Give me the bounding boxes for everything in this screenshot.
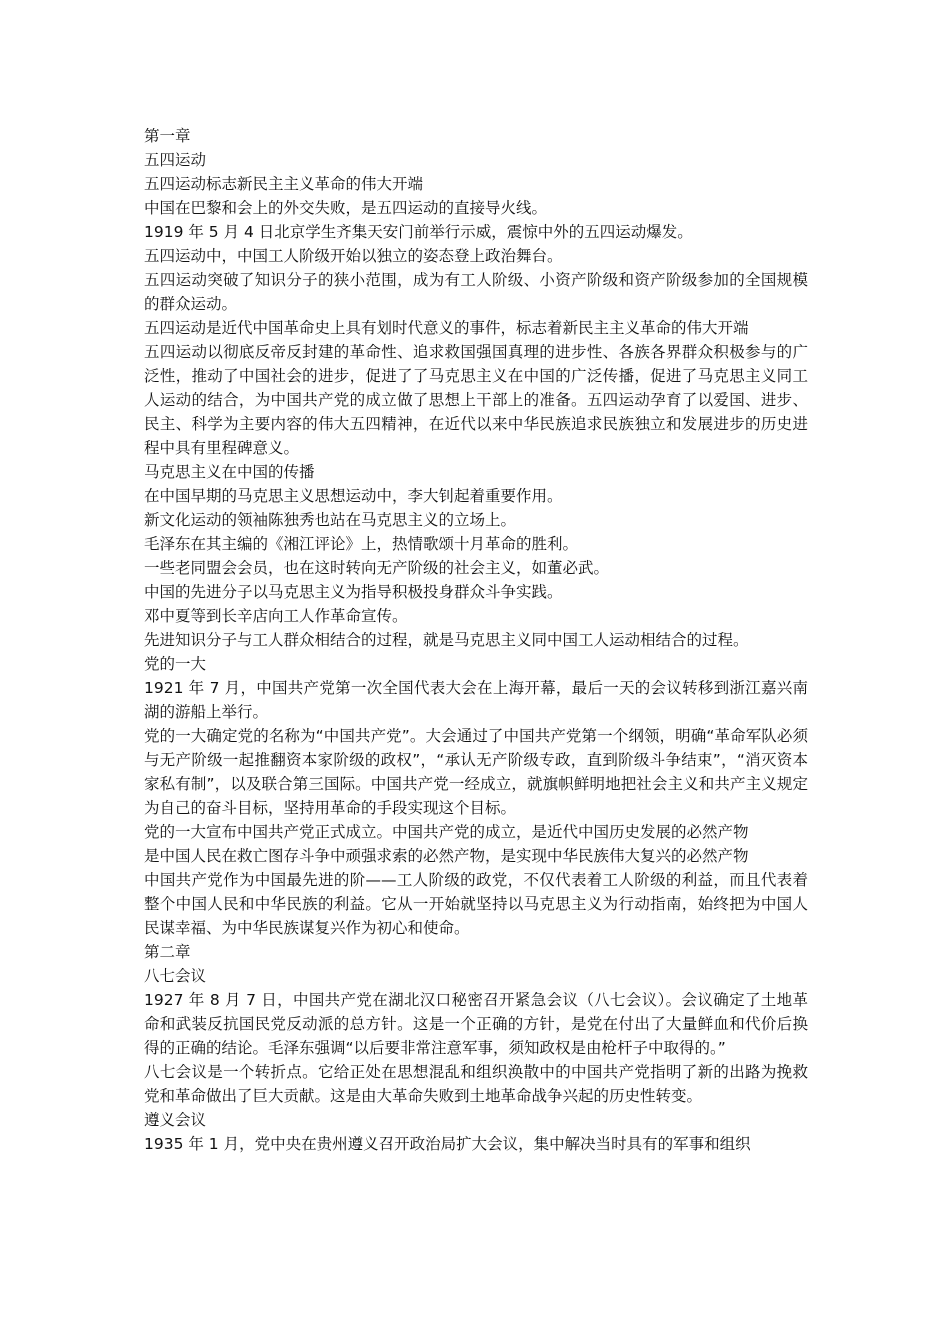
subsection-heading: 五四运动标志新民主主义革命的伟大开端 — [144, 175, 424, 193]
paragraph: 一些老同盟会会员，也在这时转向无产阶级的社会主义，如董必武。 — [144, 559, 610, 577]
section-heading: 八七会议 — [144, 967, 207, 985]
paragraph: 五四运动突破了知识分子的狭小范围，成为有工人阶级、小资产阶级和资产阶级参加的全国规模的群众运动。 — [144, 271, 808, 313]
paragraph: 五四运动是近代中国革命史上具有划时代意义的事件，标志着新民主主义革命的伟大开端 — [144, 319, 749, 337]
paragraph: 是中国人民在救亡图存斗争中顽强求索的必然产物，是实现中华民族伟大复兴的必然产物 — [144, 847, 749, 865]
paragraph: 1927 年 8 月 7 日，中国共产党在湖北汉口秘密召开紧急会议（八七会议）。会议确定了土地革命和武装反抗国民党反动派的总方针。这是一个正确的方针，是党在付出了大量鲜血和代价后换得的正确的结论。毛泽东强调“以后要非常注意军事，须知政权是由枪杆子中取得的。” — [144, 991, 808, 1057]
section-heading: 党的一大 — [144, 655, 207, 673]
paragraph: 1921 年 7 月，中国共产党第一次全国代表大会在上海开幕，最后一天的会议转移到浙江嘉兴南湖的游船上举行。 — [144, 679, 808, 721]
paragraph: 1935 年 1 月，党中央在贵州遵义召开政治局扩大会议，集中解决当时具有的军事和组织 — [144, 1135, 751, 1153]
paragraph: 党的一大确定党的名称为“中国共产党”。大会通过了中国共产党第一个纲领，明确“革命军队必须与无产阶级一起推翻资本家阶级的政权”，“承认无产阶级专政，直到阶级斗争结束”，“消灭资本家私有制”，以及联合第三国际。中国共产党一经成立，就旗帜鲜明地把社会主义和共产主义规定为自己的奋斗目标，坚持用革命的手段实现这个目标。 — [144, 727, 808, 817]
paragraph: 1919 年 5 月 4 日北京学生齐集天安门前举行示威，震惊中外的五四运动爆发。 — [144, 223, 693, 241]
chapter-heading: 第二章 — [144, 943, 191, 961]
document-body — [144, 124, 808, 1156]
paragraph: 邓中夏等到长辛店向工人作革命宣传。 — [144, 607, 408, 625]
paragraph: 新文化运动的领袖陈独秀也站在马克思主义的立场上。 — [144, 511, 517, 529]
paragraph: 先进知识分子与工人群众相结合的过程，就是马克思主义同中国工人运动相结合的过程。 — [144, 631, 749, 649]
paragraph: 党的一大宣布中国共产党正式成立。中国共产党的成立，是近代中国历史发展的必然产物 — [144, 823, 749, 841]
chapter-heading: 第一章 — [144, 127, 191, 145]
paragraph: 中国在巴黎和会上的外交失败，是五四运动的直接导火线。 — [144, 199, 548, 217]
section-heading: 五四运动 — [144, 151, 207, 169]
section-heading: 遵义会议 — [144, 1111, 207, 1129]
section-heading: 马克思主义在中国的传播 — [144, 463, 315, 481]
paragraph: 五四运动中，中国工人阶级开始以独立的姿态登上政治舞台。 — [144, 247, 563, 265]
paragraph: 八七会议是一个转折点。它给正处在思想混乱和组织涣散中的中国共产党指明了新的出路为挽救党和革命做出了巨大贡献。这是由大革命失败到土地革命战争兴起的历史性转变。 — [144, 1063, 808, 1105]
paragraph: 在中国早期的马克思主义思想运动中，李大钊起着重要作用。 — [144, 487, 563, 505]
paragraph: 五四运动以彻底反帝反封建的革命性、追求救国强国真理的进步性、各族各界群众积极参与的广泛性，推动了中国社会的进步，促进了了马克思主义在中国的广泛传播，促进了马克思主义同工人运动的结合，为中国共产党的成立做了思想上干部上的准备。五四运动孕育了以爱国、进步、民主、科学为主要内容的伟大五四精神，在近代以来中华民族追求民族独立和发展进步的历史进程中具有里程碑意义。 — [144, 343, 808, 457]
paragraph: 中国的先进分子以马克思主义为指导积极投身群众斗争实践。 — [144, 583, 563, 601]
paragraph: 中国共产党作为中国最先进的阶——工人阶级的政党，不仅代表着工人阶级的利益，而且代表着整个中国人民和中华民族的利益。它从一开始就坚持以马克思主义为行动指南，始终把为中国人民谋幸福、为中华民族谋复兴作为初心和使命。 — [144, 871, 808, 937]
paragraph: 毛泽东在其主编的《湘江评论》上，热情歌颂十月革命的胜利。 — [144, 535, 579, 553]
